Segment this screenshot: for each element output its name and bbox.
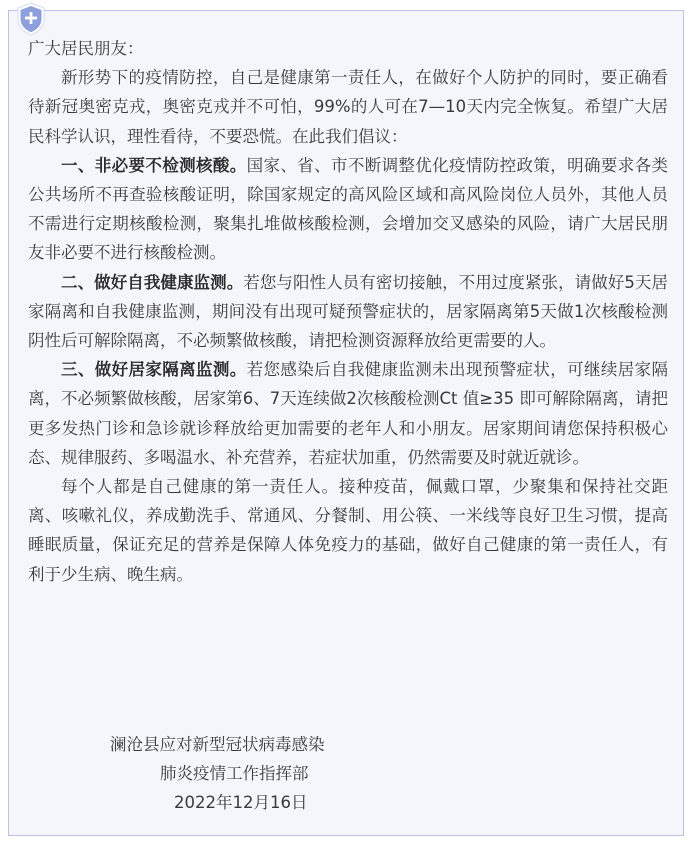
item-3-text: 若您感染后自我健康监测未出现预警症状，可继续居家隔离，不必频繁做核酸，居家第6、7天连续做2次核酸检测Ct 值≥35 即可解除隔离，请把更多发热门诊和急诊就诊释放给更加需要的老年人和小朋友。居家期间请您保持积极心态、规律服药、多喝温水、补充营养，若症状加重，仍然需要及时就近就诊。 — [28, 360, 669, 467]
shield-plus-icon — [16, 2, 46, 36]
signature-org-line1: 澜沧县应对新型冠状病毒感染 — [110, 735, 325, 754]
item-1-paragraph — [28, 151, 668, 268]
greeting: 广大居民朋友： — [28, 39, 144, 58]
item-2-text: 若您与阳性人员有密切接触，不用过度紧张，请做好5天居家隔离和自我健康监测，期间没有出现可疑预警症状的，居家隔离第5天做1次核酸检测阴性后可解除隔离，不必频繁做核酸，请把检测资源释放给更需要的人。 — [28, 272, 668, 351]
signature-org-line2: 肺炎疫情工作指挥部 — [160, 764, 309, 783]
item-1-title: 一、非必要不检测核酸。 — [61, 155, 247, 175]
item-1-text: 国家、省、市不断调整优化疫情防控政策，明确要求各类公共场所不再查验核酸证明，除国家规定的高风险区域和高风险岗位人员外，其他人员不需进行定期核酸检测，聚集扎堆做核酸检测，会增加交叉感染的风险，请广大居民朋友非必要不进行核酸检测。 — [28, 155, 669, 263]
closing-paragraph: 每个人都是自己健康的第一责任人。接种疫苗，佩戴口罩，少聚集和保持社交距离、咳嗽礼仪，养成勤洗手、常通风、分餐制、用公筷、一米线等良好卫生习惯，提高睡眠质量，保证充足的营养是保障人体免疫力的基础，做好自己健康的第一责任人，有利于少生病、晚生病。 — [28, 477, 668, 584]
intro-paragraph: 新形势下的疫情防控，自己是健康第一责任人，在做好个人防护的同时，要正确看待新冠奥密克戎，奥密克戎并不可怕，99%的人可在7—10天内完全恢复。希望广大居民科学认识，理性看待，不要恐慌。在此我们倡议： — [28, 68, 668, 146]
item-3-title: 三、做好居家隔离监测。 — [61, 360, 247, 380]
notice-body — [28, 34, 668, 589]
item-3-paragraph — [28, 355, 668, 472]
item-2-title: 二、做好自我健康监测。 — [61, 272, 244, 292]
signature-date: 2022年12月16日 — [174, 793, 308, 812]
item-2-paragraph — [28, 268, 668, 356]
